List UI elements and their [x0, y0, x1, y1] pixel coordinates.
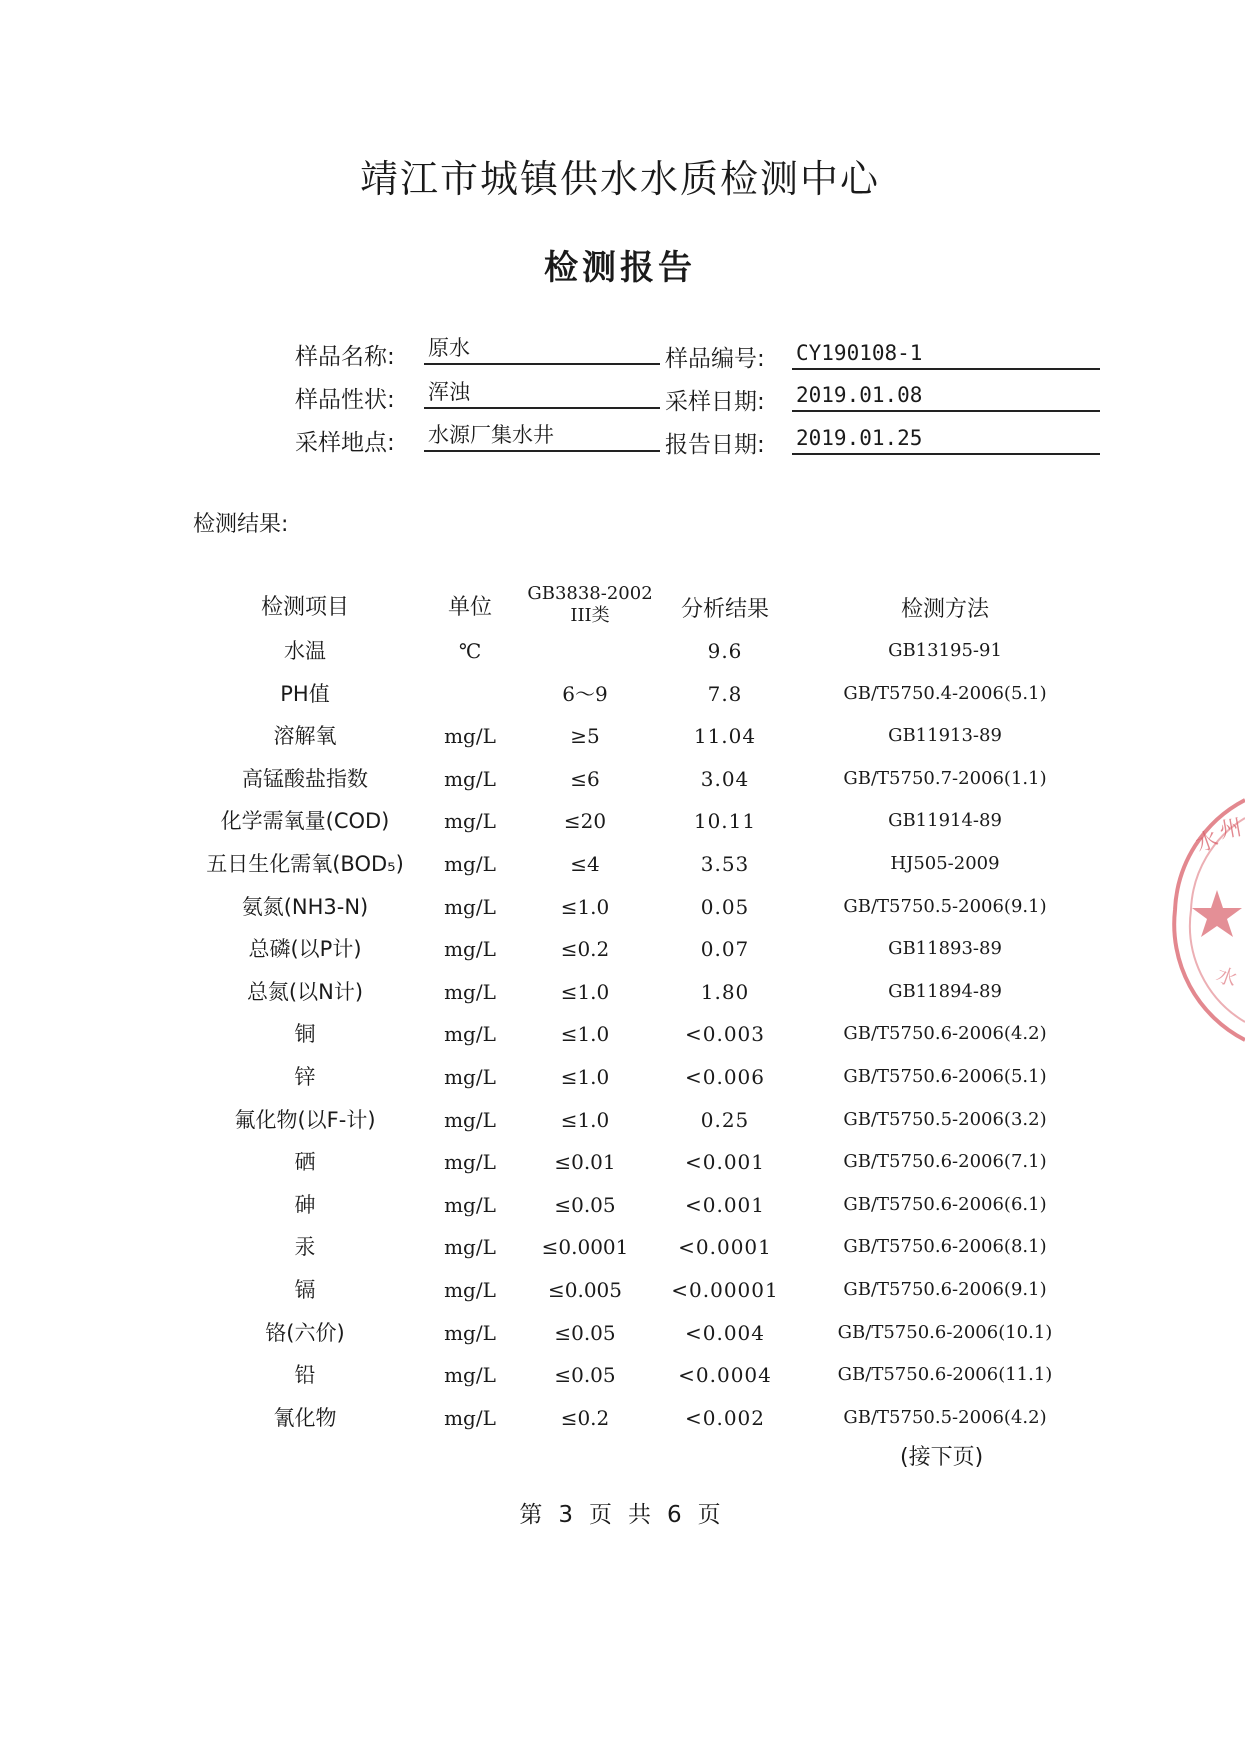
result-unit: mg/L	[444, 1320, 496, 1345]
result-unit: mg/L	[444, 724, 496, 749]
result-value: 0.25	[700, 1107, 750, 1132]
sampling-date-label: 采样日期:	[665, 389, 765, 415]
sampling-location-label: 采样地点:	[295, 430, 395, 456]
result-item: 砷	[294, 1192, 316, 1217]
result-item: PH值	[280, 681, 330, 706]
sampling-date-value: 2019.01.08	[792, 380, 1100, 412]
result-standard: 6～9	[562, 681, 608, 706]
result-method: GB/T5750.6-2006(7.1)	[843, 1151, 1047, 1173]
page-total-prefix: 共	[628, 1502, 651, 1528]
table-row	[0, 1232, 1240, 1274]
svg-text:州: 州	[1217, 815, 1244, 844]
sample-state-label: 样品性状:	[295, 387, 395, 413]
result-value: 9.6	[707, 639, 743, 663]
result-value: 7.8	[707, 681, 743, 706]
page-suffix: 页	[697, 1502, 721, 1528]
table-row	[0, 1190, 1240, 1232]
result-unit: mg/L	[444, 1192, 496, 1217]
result-value: 10.11	[693, 809, 757, 834]
result-item: 水温	[284, 639, 326, 663]
svg-text:水: 水	[1192, 826, 1222, 858]
result-item: 溶解氧	[273, 724, 337, 749]
table-row	[0, 892, 1240, 934]
result-standard: ≤6	[570, 766, 600, 791]
result-item: 总磷(以P计)	[248, 937, 362, 962]
result-method: GB/T5750.6-2006(11.1)	[837, 1364, 1053, 1386]
result-item: 化学需氧量(COD)	[220, 809, 390, 834]
result-unit: ℃	[458, 639, 482, 663]
table-row	[0, 636, 1240, 678]
result-unit: mg/L	[444, 1235, 496, 1260]
result-method: GB/T5750.6-2006(4.2)	[843, 1023, 1047, 1045]
result-standard: ≤0.05	[554, 1363, 616, 1388]
result-method: GB/T5750.6-2006(10.1)	[837, 1321, 1053, 1343]
result-unit: mg/L	[444, 809, 496, 834]
result-unit: mg/L	[444, 1278, 496, 1302]
result-item: 铬(六价)	[265, 1320, 345, 1345]
header-unit: 单位	[447, 595, 492, 620]
result-value: 3.53	[700, 852, 750, 876]
table-row	[0, 1403, 1240, 1445]
result-value: <0.0004	[678, 1363, 772, 1388]
result-unit: mg/L	[444, 1363, 496, 1388]
result-item: 镉	[294, 1278, 316, 1302]
sample-name-label: 样品名称:	[295, 344, 395, 370]
result-value: <0.001	[684, 1192, 765, 1217]
page-current: 3	[558, 1502, 573, 1528]
result-standard: ≤0.01	[554, 1150, 616, 1175]
table-row	[0, 1275, 1240, 1317]
svg-text:水: 水	[1213, 962, 1241, 992]
table-row	[0, 1147, 1240, 1189]
result-method: HJ505-2009	[890, 853, 1000, 874]
result-standard: ≤0.05	[554, 1192, 616, 1217]
result-method: GB/T5750.6-2006(8.1)	[843, 1236, 1047, 1258]
result-method: GB11894-89	[888, 980, 1002, 1002]
result-value: <0.001	[684, 1150, 765, 1175]
result-unit: mg/L	[444, 1405, 496, 1430]
page-total: 6	[667, 1502, 682, 1528]
table-row	[0, 977, 1240, 1019]
result-item: 锌	[294, 1065, 316, 1089]
result-value: <0.006	[684, 1065, 765, 1089]
table-row	[0, 679, 1240, 721]
result-unit: mg/L	[444, 1022, 496, 1047]
result-standard: ≤1.0	[560, 1107, 610, 1132]
result-unit: mg/L	[444, 1107, 496, 1132]
result-standard: ≤0.05	[554, 1320, 616, 1345]
result-value: 11.04	[693, 724, 757, 749]
header-item: 检测项目	[260, 595, 349, 620]
table-row	[0, 1360, 1240, 1402]
result-standard: ≤1.0	[560, 979, 610, 1004]
result-method: GB/T5750.4-2006(5.1)	[843, 682, 1047, 704]
result-method: GB11914-89	[888, 810, 1002, 832]
result-item: 总氮(以N计)	[246, 979, 364, 1004]
result-item: 汞	[294, 1235, 316, 1260]
result-standard: ≤1.0	[560, 1022, 610, 1047]
result-standard: ≤0.2	[560, 1405, 610, 1430]
page-mid: 页	[589, 1502, 612, 1528]
result-standard: ≤0.2	[560, 937, 610, 962]
result-value: <0.003	[684, 1022, 765, 1047]
header-standard-line1: GB3838-2002	[527, 583, 653, 604]
result-standard: ≥5	[570, 724, 600, 749]
result-method: GB/T5750.5-2006(9.1)	[843, 895, 1047, 917]
result-method: GB/T5750.6-2006(5.1)	[843, 1066, 1047, 1087]
result-value: <0.00001	[671, 1278, 779, 1302]
result-unit: mg/L	[444, 852, 496, 876]
header-standard	[520, 583, 660, 627]
result-unit: mg/L	[444, 894, 496, 919]
header-standard-line2: III类	[570, 605, 610, 626]
result-method: GB/T5750.6-2006(6.1)	[843, 1193, 1047, 1215]
result-value: 0.05	[700, 894, 750, 919]
result-unit: mg/L	[444, 937, 496, 962]
result-method: GB/T5750.6-2006(9.1)	[843, 1279, 1047, 1300]
result-item: 高锰酸盐指数	[242, 766, 368, 791]
result-item: 氰化物	[273, 1405, 337, 1430]
result-value: <0.002	[684, 1405, 765, 1430]
official-stamp	[1155, 790, 1245, 1050]
result-method: GB/T5750.5-2006(3.2)	[843, 1108, 1047, 1130]
result-method: GB11893-89	[888, 938, 1002, 960]
sampling-location-value: 水源厂集水井	[424, 420, 660, 452]
result-method: GB/T5750.5-2006(4.2)	[843, 1406, 1047, 1428]
organization-title: 靖江市城镇供水水质检测中心	[359, 157, 880, 201]
header-method: 检测方法	[900, 597, 989, 622]
result-item: 硒	[294, 1150, 316, 1175]
header-result: 分析结果	[680, 597, 769, 622]
result-standard: ≤1.0	[560, 1065, 610, 1089]
result-method: GB11913-89	[888, 725, 1002, 747]
result-item: 氨氮(NH3-N)	[241, 894, 369, 919]
result-standard: ≤1.0	[560, 894, 610, 919]
result-standard: ≤4	[570, 852, 600, 876]
report-title: 检测报告	[544, 248, 696, 288]
result-method: GB13195-91	[888, 640, 1002, 661]
table-row	[0, 764, 1240, 806]
result-standard: ≤0.0001	[541, 1235, 629, 1260]
table-row	[0, 849, 1240, 891]
result-item: 五日生化需氧(BOD₅)	[206, 852, 404, 876]
result-unit: mg/L	[444, 766, 496, 791]
report-date-value: 2019.01.25	[792, 423, 1100, 455]
sample-code-value: CY190108-1	[792, 338, 1100, 370]
result-standard: ≤20	[563, 809, 607, 834]
result-value: 1.80	[700, 979, 750, 1004]
result-method: GB/T5750.7-2006(1.1)	[843, 767, 1047, 789]
result-value: 3.04	[700, 766, 750, 791]
sample-name-value: 原水	[424, 333, 660, 365]
table-row	[0, 1019, 1240, 1061]
table-row	[0, 1318, 1240, 1360]
sample-code-label: 样品编号:	[665, 346, 765, 372]
result-unit: mg/L	[444, 1150, 496, 1175]
result-item: 铅	[294, 1363, 316, 1388]
result-unit: mg/L	[444, 1065, 496, 1089]
table-row	[0, 1105, 1240, 1147]
report-date-label: 报告日期:	[665, 432, 765, 458]
result-item: 氟化物(以F-计)	[234, 1107, 376, 1132]
page-prefix: 第	[519, 1502, 543, 1528]
table-row	[0, 721, 1240, 763]
sample-state-value: 浑浊	[424, 377, 660, 409]
result-unit: mg/L	[444, 979, 496, 1004]
result-item: 铜	[294, 1022, 316, 1047]
page-number	[0, 1496, 1240, 1529]
result-value: <0.0001	[678, 1235, 772, 1260]
results-section-label: 检测结果:	[193, 512, 289, 537]
table-row	[0, 934, 1240, 976]
result-value: <0.004	[684, 1320, 765, 1345]
continued-note: (接下页)	[900, 1445, 984, 1470]
table-row	[0, 1062, 1240, 1104]
result-standard: ≤0.005	[547, 1278, 622, 1302]
table-row	[0, 806, 1240, 848]
result-value: 0.07	[700, 937, 750, 962]
